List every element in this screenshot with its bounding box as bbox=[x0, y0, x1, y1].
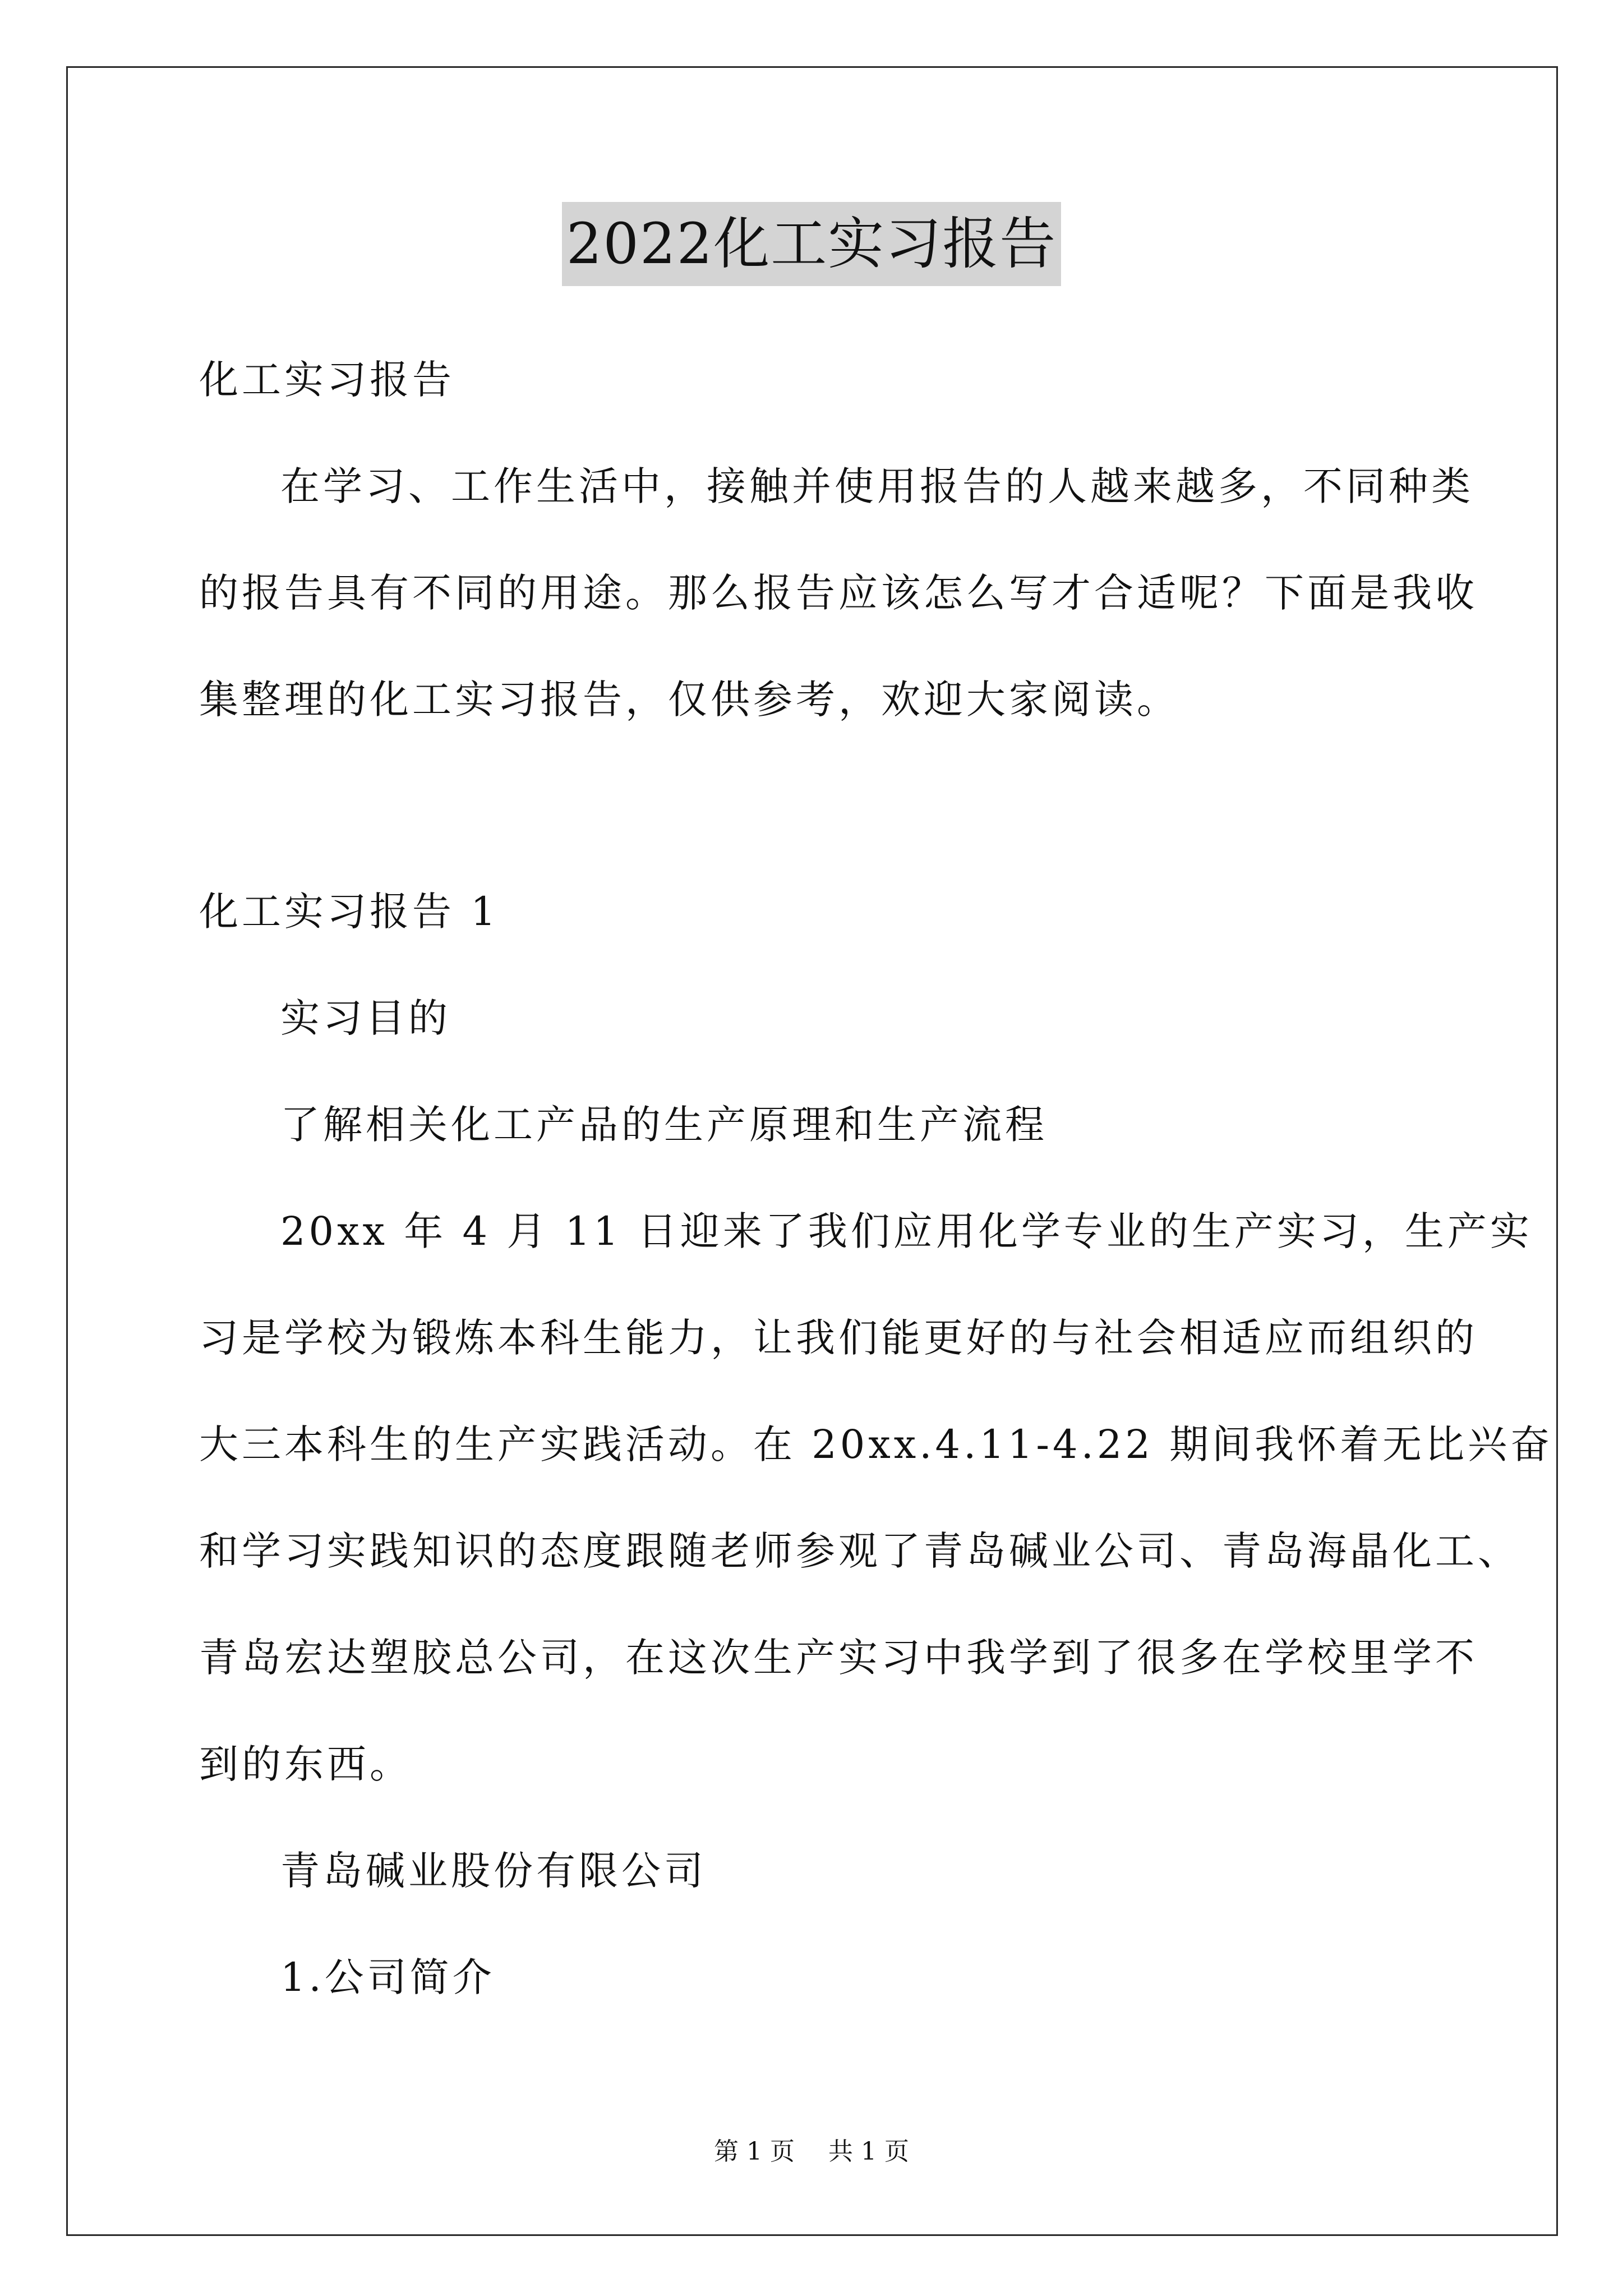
section-heading: 化工实习报告 1 bbox=[199, 889, 499, 935]
page-footer bbox=[0, 2136, 1623, 2168]
paragraph-line: 20xx 年 4 月 11 日迎来了我们应用化学专业的生产实习，生产实 bbox=[280, 1208, 1533, 1254]
paragraph-line: 集整理的化工实习报告，仅供参考，欢迎大家阅读。 bbox=[199, 677, 1179, 723]
paragraph-line: 了解相关化工产品的生产原理和生产流程 bbox=[280, 1102, 1048, 1148]
document-title: 2022化工实习报告 bbox=[562, 202, 1062, 286]
paragraph-line: 习是学校为锻炼本科生能力，让我们能更好的与社会相适应而组织的 bbox=[199, 1315, 1478, 1361]
paragraph-line: 到的东西。 bbox=[199, 1741, 412, 1787]
subheading: 实习目的 bbox=[280, 995, 451, 1041]
subheading: 青岛碱业股份有限公司 bbox=[280, 1848, 707, 1894]
paragraph-line: 青岛宏达塑胶总公司，在这次生产实习中我学到了很多在学校里学不 bbox=[199, 1635, 1478, 1681]
paragraph-line: 的报告具有不同的用途。那么报告应该怎么写才合适呢？下面是我收 bbox=[199, 570, 1478, 616]
paragraph-line: 和学习实践知识的态度跟随老师参观了青岛碱业公司、青岛海晶化工、 bbox=[199, 1528, 1520, 1574]
subheading: 1.公司简介 bbox=[280, 1954, 495, 2000]
title-container bbox=[0, 202, 1623, 286]
page-number: 第 1 页 bbox=[714, 2137, 795, 2166]
page-total: 共 1 页 bbox=[828, 2137, 909, 2166]
paragraph-line: 在学习、工作生活中，接触并使用报告的人越来越多，不同种类 bbox=[280, 463, 1474, 509]
section-heading: 化工实习报告 bbox=[199, 357, 455, 403]
paragraph-line: 大三本科生的生产实践活动。在 20xx.4.11-4.22 期间我怀着无比兴奋 bbox=[199, 1421, 1553, 1467]
